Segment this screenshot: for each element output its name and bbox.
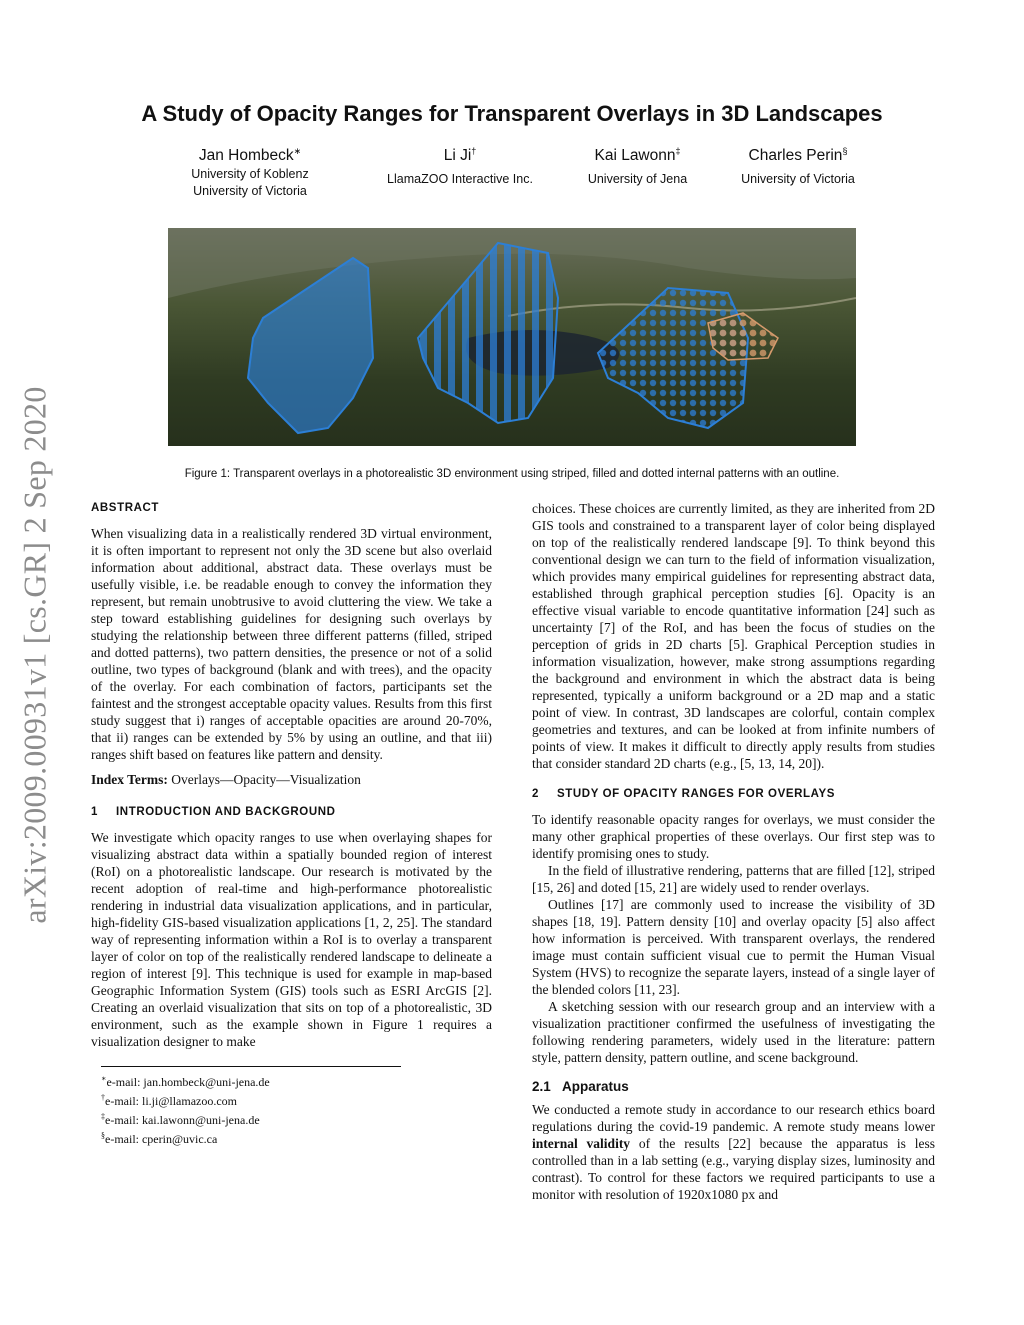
apparatus-heading-num: 2.1: [532, 1079, 551, 1094]
author-2: [360, 146, 560, 187]
author-4: [728, 146, 868, 187]
right-column: [532, 500, 935, 1203]
author-3: [570, 146, 705, 187]
author-2-affiliation: LlamaZOO Interactive Inc.: [387, 172, 533, 187]
apparatus-heading-text: Apparatus: [562, 1079, 629, 1094]
intro-heading: [91, 804, 492, 821]
footnote-1: ∗e-mail: jan.hombeck@uni-jena.de: [101, 1074, 270, 1089]
intro-heading-text: INTRODUCTION AND BACKGROUND: [116, 806, 336, 818]
footnote-3: ‡e-mail: kai.lawonn@uni-jena.de: [101, 1112, 260, 1127]
arxiv-stamp-text: arXiv:2009.00931v1 [cs.GR] 2 Sep 2020: [16, 386, 53, 924]
study-heading-text: STUDY OF OPACITY RANGES FOR OVERLAYS: [557, 788, 836, 800]
apparatus-heading: [532, 1078, 935, 1095]
intro-continued-text: choices. These choices are currently limited, as they are inherited from 2D GIS tools and constrained to a transparent layer of color being displayed on top of the realistically rendered landscape [9]. To think beyond this conventional design we can turn to the field of information visualization, which provides many empirical guidelines for representing abstract data, established through graphical perception studies [6]. Opacity is an effective visual variable to encode quantitative information [24] such as uncertainty [7] of the RoI, and has been the focus of studies on the perception of grids in 2D charts [5]. Graphical Perception studies in information visualization, however, make strong assumptions regarding the background and environment in which the abstract data is being represented, typically a uniform background or a 2D map and a static point of view. In contrast, 3D landscapes are colorful, contain complex geometries and textures, and can be looked at from infinite numbers of points of view. It makes it difficult to directly apply results from studies that consider standard 2D charts (e.g., [5, 13, 14, 20]).: [532, 501, 935, 771]
index-terms-label: Index Terms:: [91, 772, 168, 787]
author-4-mark: §: [842, 146, 848, 156]
author-1-affiliation-1: University of Koblenz: [191, 167, 309, 182]
author-2-mark: †: [471, 146, 477, 156]
figure-caption: Figure 1: Transparent overlays in a photorealistic 3D environment using striped, filled and dotted internal patterns with an outline.: [184, 468, 840, 480]
footnote-4: §e-mail: cperin@uvic.ca: [101, 1131, 218, 1146]
author-3-affiliation: University of Jena: [587, 172, 688, 187]
study-heading-num: 2: [532, 788, 539, 800]
author-2-name: Li Ji: [443, 147, 472, 165]
author-4-affiliation: University of Victoria: [741, 172, 855, 187]
abstract-text: When visualizing data in a realistically rendered 3D virtual environment, it is often important to represent not only the 3D scene but also overlaid information about additional, abstract data. These overlays must be usefully visible, i.e. be readable enough to convey the information they represent, but remain unobtrusive to avoid cluttering the view. We take a step toward establishing guidelines for designing such overlays by studying the relationship between three different patterns (filled, striped and dotted patterns), two pattern densities, the presence or not of a solid outline, two types of background (blank and with trees), and the opacity of the overlay. For each combination of factors, participants set the faintest and the strongest acceptable opacity values. Results from this first study suggest that i) ranges of acceptable opacities are around 20-70%, that ii) ranges can be extended by 5% by using an outline, and that iii) ranges shift based on features like pattern and density.: [91, 526, 492, 762]
author-1-affiliation-2: University of Victoria: [193, 184, 307, 199]
author-1-name: Jan Hombeck: [198, 147, 294, 165]
apparatus-text: We conducted a remote study in accordance to our research ethics board regulations during the covid-19 pandemic. A remote study means lower internal validity of the results [22] because the apparatus is less controlled than in a lab setting (e.g., varying display sizes, luminosity and contrast). To control for these factors we required participants to use a monitor with resolution of 1920x1080 px and: [532, 1102, 935, 1202]
study-paragraph-1: To identify reasonable opacity ranges for overlays, we must consider the many other graphical properties of these overlays. Our first step was to identify promising ones to study.: [532, 812, 935, 861]
study-paragraph-3: Outlines [17] are commonly used to increase the visibility of 3D shapes [18, 19]. Pattern density [10] and overlay opacity [5] also affect how information is perceived. With transparent overlays, the rendered image must contain sufficient visual cue to permit the Human Visual System (HVS) to recognize the separate layers, instead of a single layer of the blended colors [11, 23].: [532, 897, 935, 997]
intro-heading-num: 1: [91, 806, 98, 818]
abstract-heading: ABSTRACT: [91, 502, 160, 514]
study-paragraph-2: In the field of illustrative rendering, patterns that are filled [12], striped [15, 26] and doted [15, 21] are widely used to render overlays.: [532, 863, 935, 895]
internal-validity-term: internal validity: [532, 1136, 631, 1151]
footnote-2: †e-mail: li.ji@llamazoo.com: [101, 1093, 238, 1108]
author-3-name: Kai Lawonn: [594, 147, 676, 165]
index-terms-text: Overlays—Opacity—Visualization: [171, 772, 361, 787]
author-1: [170, 146, 330, 199]
index-terms: [91, 771, 492, 788]
footnotes: [101, 1066, 401, 1147]
left-column: [91, 500, 492, 1147]
intro-text: We investigate which opacity ranges to use when overlaying shapes for visualizing abstract data within a spatially bounded region of interest (RoI) on a photorealistic landscape. Our research is motivated by the recent adoption of real-time and high-performance photorealistic rendering in industrial data visualization applications, and in particular, high-fidelity GIS-based visualization applications [1, 2, 25]. The standard way of representing information within a RoI is to overlay a transparent layer of color on top of the realistically rendered landscape to delineate a region of interest [9]. This technique is used for example in map-based Geographic Information System (GIS) tools such as ESRI ArcGIS [2]. Creating an overlaid visualization that sits on top of a photorealistic, 3D environment, such as the example shown in Figure 1 requires a visualization designer to make: [91, 830, 492, 1049]
arxiv-stamp: [0, 350, 70, 960]
author-3-mark: ‡: [675, 146, 681, 156]
teaser-figure: [168, 228, 856, 446]
author-4-name: Charles Perin: [748, 147, 843, 165]
paper-title: A Study of Opacity Ranges for Transparent Overlays in 3D Landscapes: [141, 101, 883, 126]
study-paragraph-4: A sketching session with our research group and an interview with a visualization practitioner confirmed the usefulness of investigating the following rendering parameters, widely used in the literature: pattern style, pattern density, pattern outline, and scene background.: [532, 999, 935, 1065]
study-heading: [532, 786, 935, 803]
author-1-mark: ∗: [293, 146, 302, 156]
